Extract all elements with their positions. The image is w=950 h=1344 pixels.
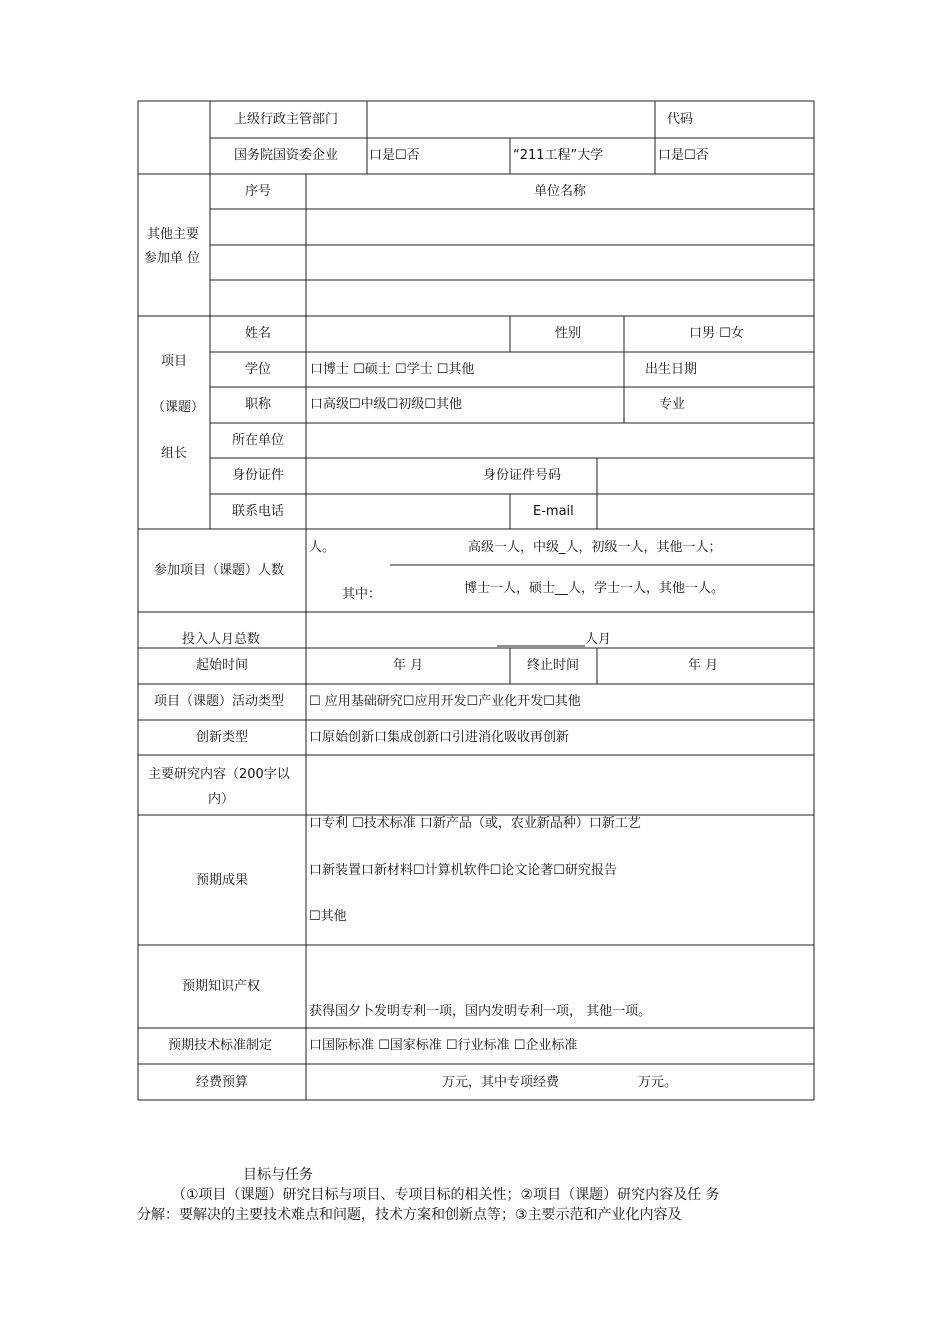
staff-degrees-line: 博士一人，硕士__人，学士一人，其他一人。	[464, 581, 725, 596]
staff-total: 人。	[309, 540, 336, 555]
start-time-label: 起始时间	[196, 658, 249, 673]
standards-label: 预期技术标准制定	[168, 1038, 273, 1053]
leader-label-3: 组长	[161, 446, 188, 461]
innovation-label: 创新类型	[196, 730, 249, 745]
activity-checkboxes[interactable]: ☐ 应用基础研究☐应用开发☐产业化开发☐其他	[309, 694, 581, 709]
title-checkboxes[interactable]: 口高级☐中级☐初级☐其他	[310, 397, 462, 412]
section-heading: 目标与任务	[243, 1167, 313, 1183]
other-units-col-no: 序号	[245, 184, 272, 199]
unit-label: 所在单位	[232, 433, 285, 448]
code-label: 代码	[667, 112, 694, 127]
person-months-unit: 人月	[585, 632, 612, 647]
ip-text: 获得国夕卜发明专利一项，国内发明专利一项， 其他一项。	[309, 1004, 652, 1019]
supervisor-dept-label: 上级行政主管部门	[234, 112, 339, 127]
id-doc-label: 身份证件	[232, 468, 285, 483]
leader-label-2: （课题）	[152, 400, 205, 415]
section-paragraph-line-2: 分解：要解决的主要技术难点和问题，技术方案和创新点等；③主要示范和产业化内容及	[137, 1207, 682, 1223]
end-time-label: 终止时间	[527, 658, 580, 673]
ip-label: 预期知识产权	[182, 979, 261, 994]
id-number-label: 身份证件号码	[483, 468, 562, 483]
project211-label: “211工程”大学	[513, 148, 604, 163]
other-units-col-name: 单位名称	[534, 184, 587, 199]
budget-label: 经费预算	[196, 1075, 249, 1090]
results-line-2[interactable]: 口新装置口新材料☐计算机软件☐论文论著☐研究报告	[309, 863, 617, 878]
major-label: 专业	[659, 397, 686, 412]
leader-label-1: 项目	[161, 354, 188, 369]
activity-label: 项目（课题）活动类型	[154, 694, 285, 709]
sasac-checkboxes[interactable]: 口是☐否	[369, 148, 420, 163]
sasac-label: 国务院国资委企业	[234, 148, 339, 163]
table-outer-border	[138, 101, 814, 1100]
results-line-1[interactable]: 口专利 ☐技术标准 口新产品（或，农业新品种）口新工艺	[309, 816, 641, 831]
standards-checkboxes[interactable]: 口国际标准 ☐国家标准 ☐行业标准 ☐企业标准	[309, 1038, 578, 1053]
degree-checkboxes[interactable]: 口博士 ☐硕士 ☐学士 ☐其他	[310, 362, 475, 377]
staff-of-which: 其中：	[342, 587, 382, 602]
title-label: 职称	[245, 397, 272, 412]
gender-label: 性别	[555, 326, 582, 341]
start-time-value: 年 月	[393, 658, 424, 673]
project211-checkboxes[interactable]: 口是☐否	[658, 148, 709, 163]
budget-text-a: 万元，其中专项经费	[442, 1075, 560, 1090]
section-paragraph-line-1: （①项目（课题）研究目标与项目、专项目标的相关性；②项目（课题）研究内容及任 务	[172, 1187, 720, 1203]
name-label: 姓名	[245, 326, 272, 341]
staff-titles-line: 高级一人，中级_人，初级一人，其他一人；	[468, 540, 722, 555]
results-line-3[interactable]: ☐其他	[309, 909, 347, 924]
research-label-1: 主要研究内容（200字以	[148, 767, 290, 782]
phone-label: 联系电话	[232, 504, 285, 519]
budget-text-b: 万元。	[638, 1075, 678, 1090]
other-units-label-1: 其他主要	[147, 227, 200, 242]
innovation-checkboxes[interactable]: 口原始创新口集成创新口引进消化吸收再创新	[309, 730, 570, 745]
research-label-2: 内）	[208, 792, 235, 807]
results-label: 预期成果	[196, 873, 249, 888]
degree-label: 学位	[245, 362, 272, 377]
gender-checkboxes[interactable]: 口男 ☐女	[689, 326, 744, 341]
staff-label: 参加项目（课题）人数	[154, 563, 285, 578]
other-units-label-2: 参加单 位	[144, 251, 201, 266]
person-months-label: 投入人月总数	[182, 632, 261, 647]
end-time-value: 年 月	[688, 658, 719, 673]
birth-date-label: 出生日期	[645, 362, 698, 377]
email-label: E-mail	[533, 504, 574, 519]
